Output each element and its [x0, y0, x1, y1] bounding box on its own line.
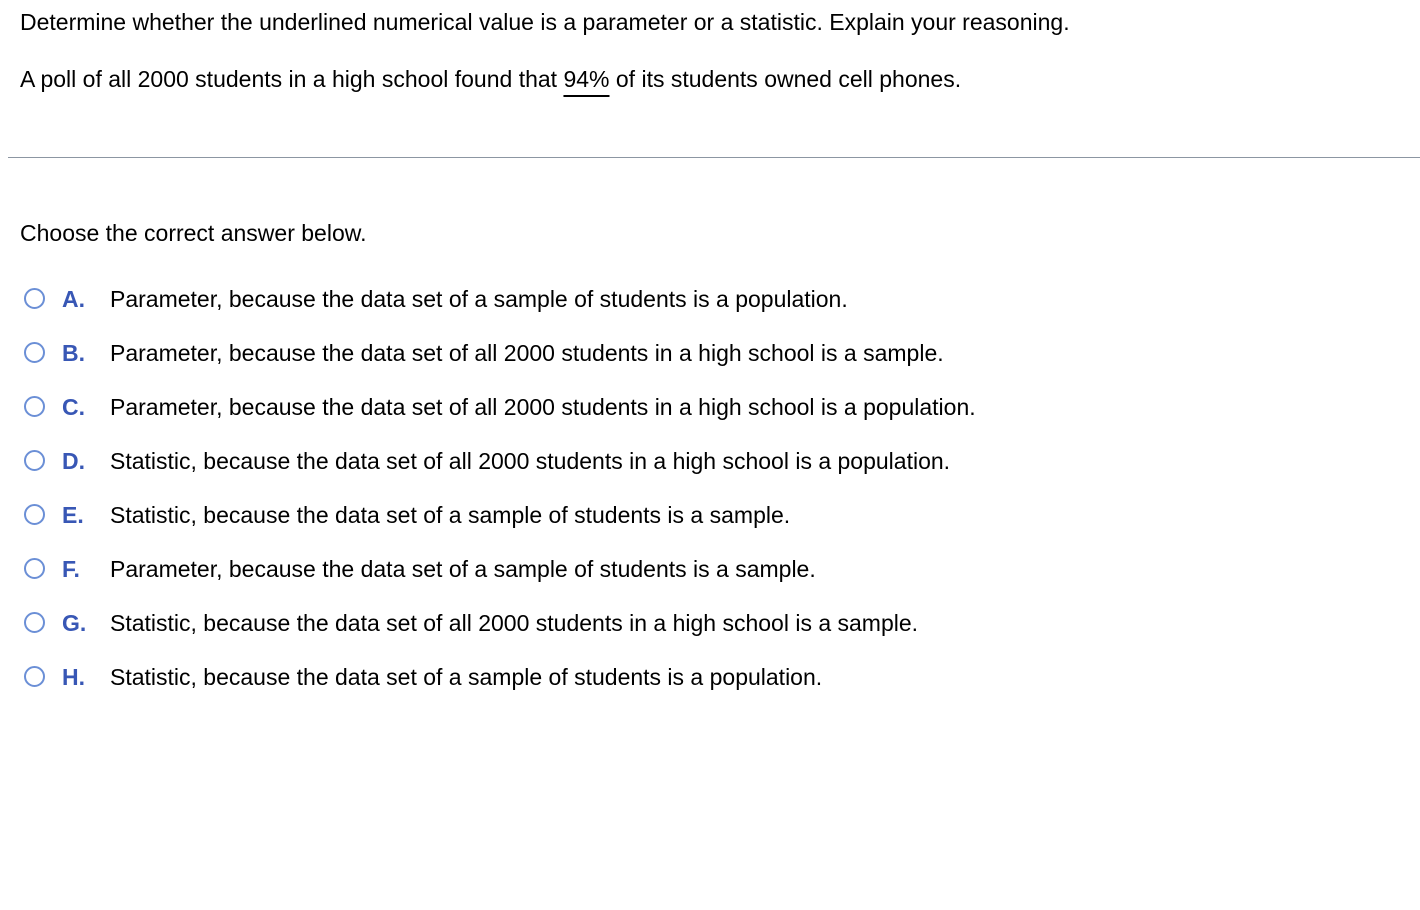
choice-text[interactable]: Statistic, because the data set of all 2000 students in a high school is a sample.: [110, 610, 919, 636]
stem-text-after: of its students owned cell phones.: [609, 66, 962, 92]
choice-d[interactable]: [24, 445, 1224, 499]
choice-letter: G.: [62, 610, 87, 636]
radio-button-icon[interactable]: [24, 612, 45, 633]
choice-text[interactable]: Statistic, because the data set of a sample of students is a population.: [110, 664, 823, 690]
choice-letter: B.: [62, 340, 85, 366]
section-divider: [8, 157, 1420, 158]
choice-g[interactable]: [24, 607, 1224, 661]
stem-text-before: A poll of all 2000 students in a high school found that: [20, 66, 564, 92]
radio-button-icon[interactable]: [24, 558, 45, 579]
radio-button-icon[interactable]: [24, 288, 45, 309]
choice-text[interactable]: Parameter, because the data set of all 2000 students in a high school is a sample.: [110, 340, 944, 366]
choice-text[interactable]: Parameter, because the data set of all 2000 students in a high school is a population.: [110, 394, 976, 420]
radio-button-icon[interactable]: [24, 666, 45, 687]
choice-letter: D.: [62, 448, 85, 474]
answer-choices: [24, 283, 1224, 715]
choice-text[interactable]: Parameter, because the data set of a sample of students is a sample.: [110, 556, 816, 582]
choice-letter: C.: [62, 394, 85, 420]
choice-letter: A.: [62, 286, 85, 312]
answer-prompt: Choose the correct answer below.: [20, 220, 367, 246]
radio-button-icon[interactable]: [24, 342, 45, 363]
choice-text[interactable]: Statistic, because the data set of all 2000 students in a high school is a population.: [110, 448, 951, 474]
choice-a[interactable]: [24, 283, 1224, 337]
choice-c[interactable]: [24, 391, 1224, 445]
choice-text[interactable]: Statistic, because the data set of a sample of students is a sample.: [110, 502, 791, 528]
choice-h[interactable]: [24, 661, 1224, 715]
choice-e[interactable]: [24, 499, 1224, 553]
question-stem: [20, 65, 961, 93]
choice-letter: E.: [62, 502, 84, 528]
choice-f[interactable]: [24, 553, 1224, 607]
choice-letter: H.: [62, 664, 85, 690]
radio-button-icon[interactable]: [24, 504, 45, 525]
choice-b[interactable]: [24, 337, 1224, 391]
radio-button-icon[interactable]: [24, 450, 45, 471]
underlined-value: 94%: [563, 66, 610, 92]
radio-button-icon[interactable]: [24, 396, 45, 417]
question-instruction: Determine whether the underlined numerical value is a parameter or a statistic. Explain your reasoning.: [20, 9, 1070, 35]
choice-letter: F.: [62, 556, 80, 582]
choice-text[interactable]: Parameter, because the data set of a sample of students is a population.: [110, 286, 848, 312]
